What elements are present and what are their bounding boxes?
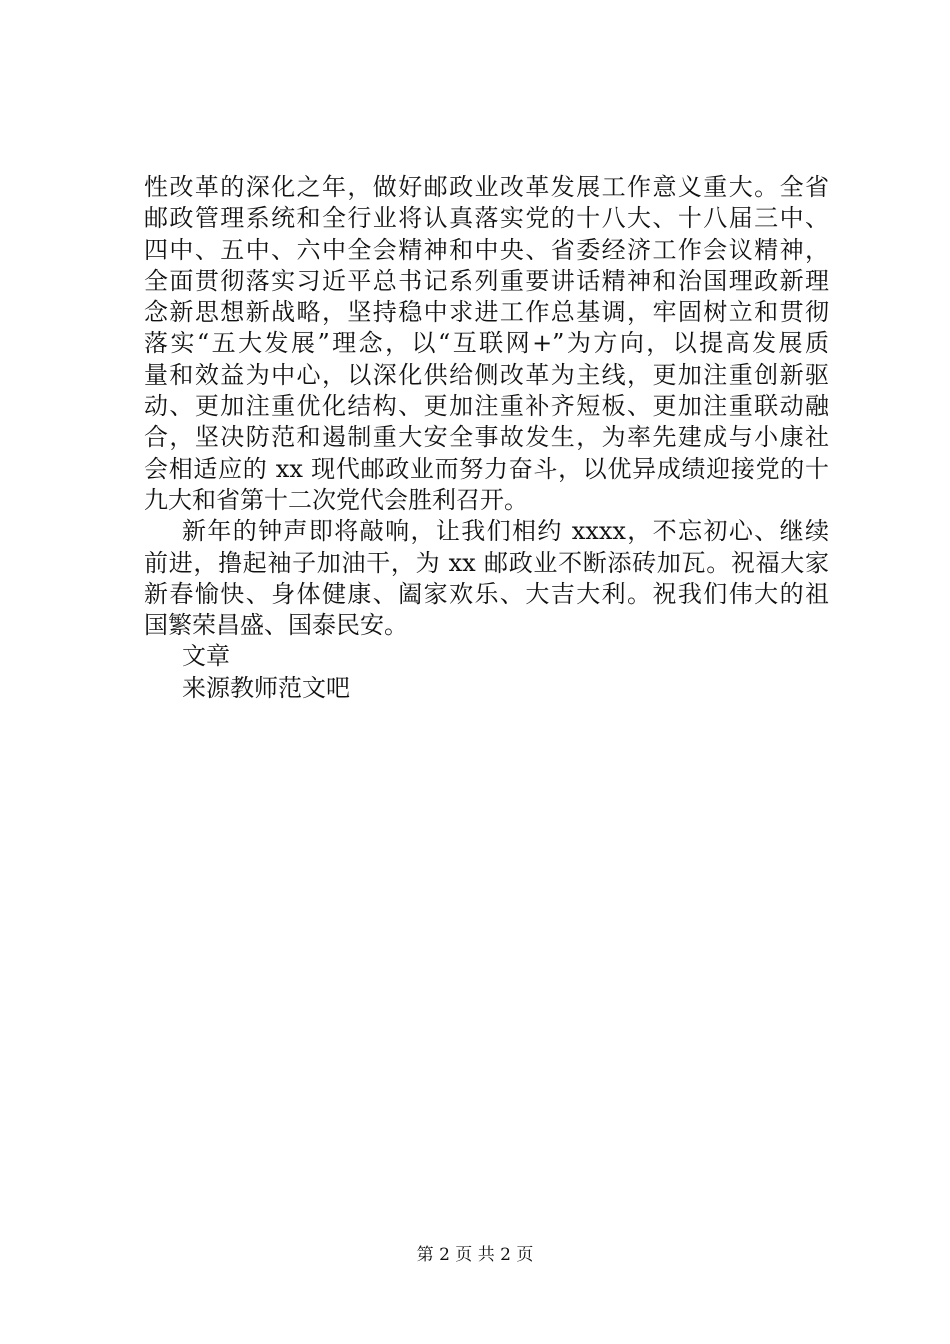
- text-line: 性改革的深化之年，做好邮政业改革发展工作意义重大。全省: [144, 173, 829, 201]
- paragraph-2: [144, 516, 829, 641]
- paragraph-1: [144, 172, 829, 516]
- text-line: 四中、五中、六中全会精神和中央、省委经济工作会议精神，: [144, 235, 829, 264]
- source-label: 来源教师范文吧: [182, 673, 350, 702]
- text-line: 新春愉快、身体健康、阖家欢乐、大吉大利。祝我们伟大的祖: [144, 579, 829, 608]
- page-footer: 第 2 页 共 2 页: [416, 1245, 534, 1265]
- text-line: 念新思想新战略，坚持稳中求进工作总基调，牢固树立和贯彻: [144, 298, 829, 327]
- text-line: 量和效益为中心，以深化供给侧改革为主线，更加注重创新驱: [144, 360, 829, 389]
- text-line: 落实“五大发展”理念，以“互联网+”为方向，以提高发展质: [144, 329, 829, 358]
- text-line: 全面贯彻落实习近平总书记系列重要讲话精神和治国理政新理: [144, 266, 829, 295]
- text-line: 会相适应的 xx 现代邮政业而努力奋斗，以优异成绩迎接党的十: [144, 454, 829, 483]
- text-line: 合，坚决防范和遏制重大安全事故发生，为率先建成与小康社: [144, 423, 829, 452]
- text-line: 邮政管理系统和全行业将认真落实党的十八大、十八届三中、: [144, 204, 829, 233]
- document-body: [144, 172, 829, 704]
- text-line: 九大和省第十二次党代会胜利召开。: [144, 485, 528, 514]
- text-line: 新年的钟声即将敲响，让我们相约 xxxx，不忘初心、继续: [182, 517, 829, 546]
- article-label: 文章: [182, 642, 230, 671]
- text-line: 动、更加注重优化结构、更加注重补齐短板、更加注重联动融: [144, 392, 829, 421]
- text-line: 国繁荣昌盛、国泰民安。: [144, 611, 408, 640]
- text-line: 前进，撸起袖子加油干，为 xx 邮政业不断添砖加瓦。祝福大家: [144, 548, 829, 577]
